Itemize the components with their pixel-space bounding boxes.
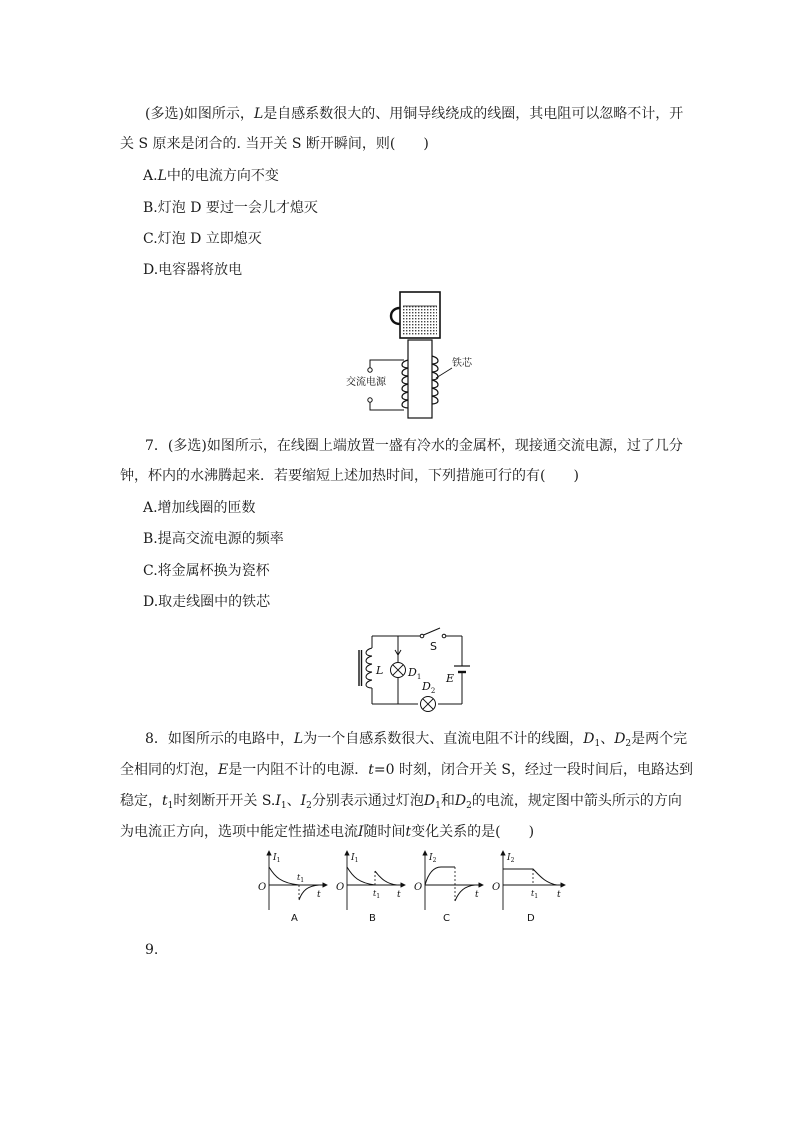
q6-stem-line-1: (多选)如图所示，L是自感系数很大的、用铜导线绕成的线圈，其电阻可以忽略不计，开 bbox=[145, 106, 684, 122]
svg-text:I2: $I_2$ bbox=[507, 853, 515, 864]
iron-core-label: 铁芯 bbox=[452, 358, 472, 369]
graph-a bbox=[258, 851, 327, 924]
lamp-d2 bbox=[421, 697, 436, 712]
graph-b-label: B bbox=[369, 913, 376, 924]
svg-text:t: t bbox=[317, 890, 321, 900]
svg-text:t: t bbox=[557, 890, 561, 900]
graph-c bbox=[414, 851, 483, 924]
q6-option-d: D.电容器将放电 bbox=[143, 262, 243, 278]
q6-option-c: C.灯泡 D 立即熄灭 bbox=[143, 231, 262, 247]
graph-b-curve bbox=[347, 867, 375, 885]
q8-stem-line-4: 为电流正方向，选项中能定性描述电流I随时间t变化关系的是( ) bbox=[120, 824, 535, 840]
switch-label: S bbox=[430, 640, 437, 653]
svg-text:O: O bbox=[414, 882, 423, 893]
cold-water bbox=[403, 306, 437, 335]
q7-stem-line-1: 7．(多选)如图所示，在线圈上端放置一盛有冷水的金属杯，现接通交流电源，过了几分 bbox=[145, 438, 683, 454]
switch-s bbox=[420, 628, 446, 638]
option-graphs bbox=[255, 845, 575, 930]
q8-stem-line-2: 全相同的灯泡，E是一内阻不计的电源．t=0 时刻，闭合开关 S，经过一段时间后，电路达到 bbox=[120, 762, 694, 778]
graph-c-curve bbox=[425, 867, 455, 885]
svg-text:t1: $t_1$ bbox=[373, 889, 381, 900]
lamp-d1 bbox=[391, 663, 406, 678]
q6-option-a: A.L中的电流方向不变 bbox=[143, 168, 279, 184]
svg-text:O: O bbox=[336, 882, 345, 893]
q8-stem-line-1: 8．如图所示的电路中，L为一个自感系数很大、直流电阻不计的线圈，$D_1$、$D_2$是两个完 bbox=[145, 731, 688, 749]
iron-core bbox=[408, 340, 432, 418]
graph-d-curve bbox=[503, 869, 557, 885]
battery-label: E bbox=[446, 672, 455, 685]
terminal-top bbox=[368, 368, 372, 372]
q7-option-d: D.取走线圈中的铁芯 bbox=[143, 594, 271, 610]
terminal-bottom bbox=[368, 398, 372, 402]
graph-a-label: A bbox=[291, 913, 298, 924]
inductor-label: L bbox=[376, 664, 384, 677]
q7-option-a: A.增加线圈的匝数 bbox=[143, 500, 256, 516]
q6-option-b: B.灯泡 D 要过一会儿才熄灭 bbox=[143, 200, 318, 216]
cup-handle bbox=[391, 308, 400, 324]
inductor-l bbox=[359, 648, 372, 688]
svg-text:t: t bbox=[397, 890, 401, 900]
svg-text:O: O bbox=[258, 882, 267, 893]
svg-text:t1: $t_1$ bbox=[531, 889, 539, 900]
svg-text:t: t bbox=[475, 890, 479, 900]
q7-option-b: B.提高交流电源的频率 bbox=[143, 531, 284, 547]
q7-option-c: C.将金属杯换为瓷杯 bbox=[143, 563, 270, 579]
circuit-figure bbox=[350, 626, 480, 718]
svg-text:I2: $I_2$ bbox=[429, 853, 437, 864]
graph-d bbox=[492, 851, 565, 924]
graph-b bbox=[336, 851, 405, 924]
svg-text:t1: $t_1$ bbox=[297, 873, 305, 884]
graph-c-label: C bbox=[443, 913, 450, 924]
q6-stem-line-2: 关 S 原来是闭合的. 当开关 S 断开瞬间，则( ) bbox=[120, 136, 429, 152]
graph-a-curve bbox=[269, 867, 299, 885]
q9-number: 9. bbox=[145, 942, 159, 958]
graph-d-label: D bbox=[527, 913, 535, 924]
svg-text:I1: $I_1$ bbox=[273, 853, 281, 864]
svg-text:O: O bbox=[492, 882, 501, 893]
lamp-d2-label: $D_2$ bbox=[422, 680, 436, 695]
coil-cup-figure bbox=[340, 288, 480, 424]
q8-stem-line-3: 稳定，$t_1$时刻断开开关 $S.I_1$、$I_2$分别表示通过灯泡$D_1$和$D_2$的电流，规定图中箭头所示的方向 bbox=[120, 793, 682, 811]
metal-cup bbox=[391, 292, 440, 338]
lamp-d1-label: $D_1$ bbox=[408, 666, 422, 681]
ac-source-label: 交流电源 bbox=[346, 377, 386, 388]
q7-stem-line-2: 钟，杯内的水沸腾起来．若要缩短上述加热时间，下列措施可行的有( ) bbox=[120, 468, 579, 484]
battery-e bbox=[454, 666, 470, 678]
svg-text:I1: $I_1$ bbox=[351, 853, 359, 864]
